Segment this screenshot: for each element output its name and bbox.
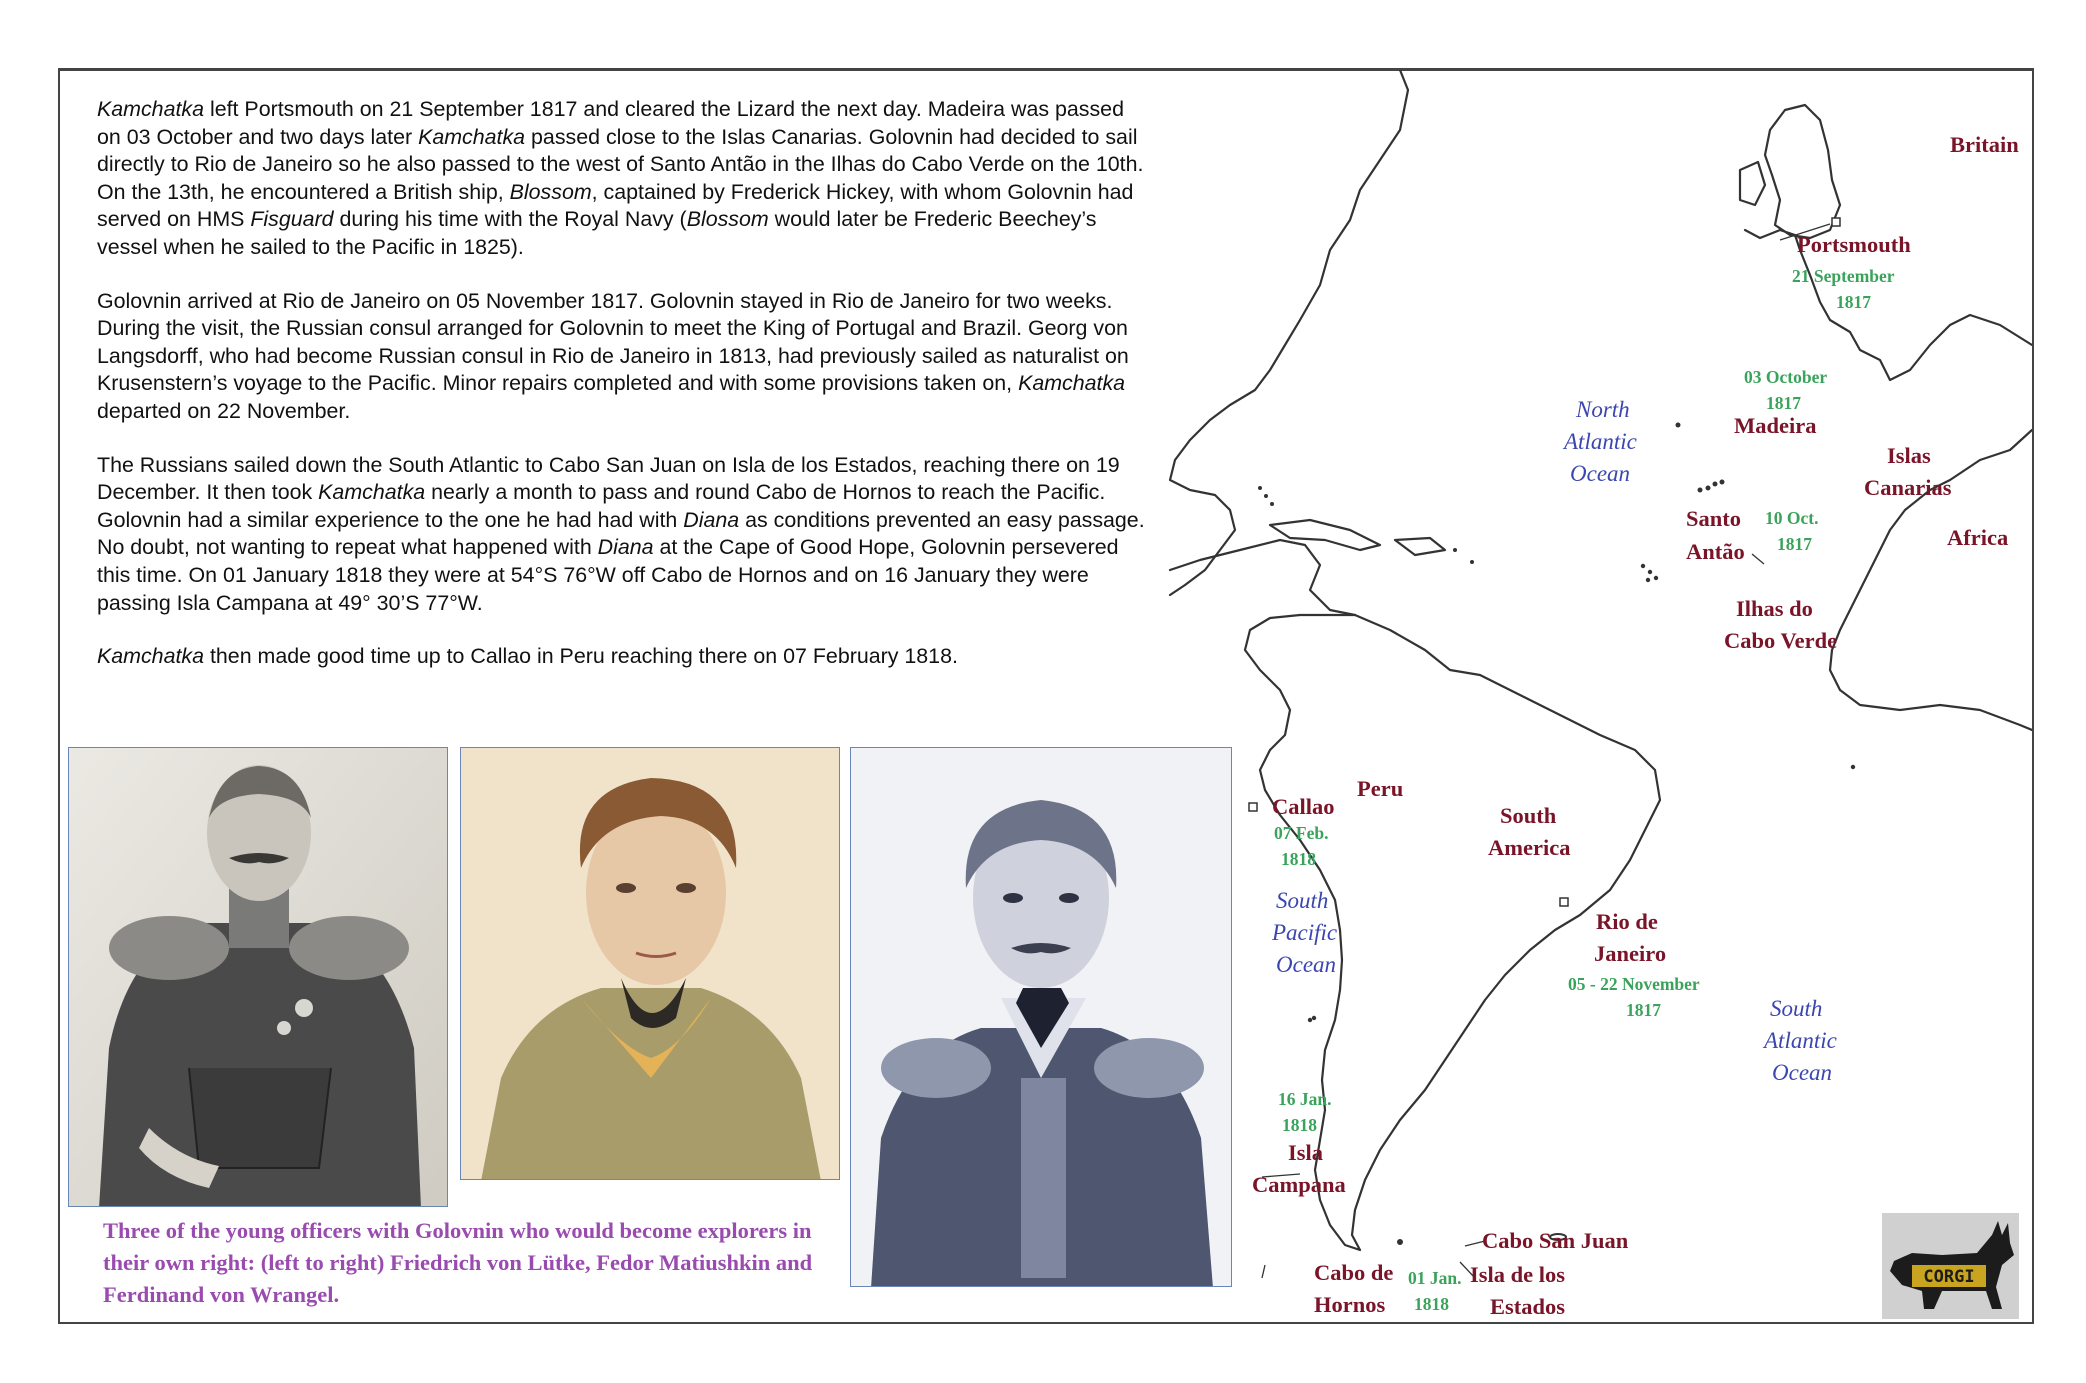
portsmouth-marker: [1832, 218, 1840, 226]
label-callao: Callao: [1272, 794, 1335, 819]
label-madeira: Madeira: [1734, 413, 1817, 438]
label-rio-1: Rio de: [1596, 909, 1658, 934]
date-cabo-hornos-2: 1818: [1414, 1294, 1449, 1314]
date-portsmouth-1: 21 September: [1792, 266, 1895, 286]
cuba: [1270, 520, 1380, 550]
paragraph-cape-horn: The Russians sailed down the South Atlantic to Cabo San Juan on Isla de los Estados, reaching there on 19 December. It then took Kamchatka nearly a month to pass and round Cabo de Hornos to reach the Pacific. Golovnin had a similar experience to the one he had had with Diana as conditions prevented an easy passage. No doubt, not wanting to repeat what happened with Diana at the Cape of Good Hope, Golovnin persevered this time. On 01 January 1818 they were at 54°S 76°W off Cabo de Hornos and on 16 January they were passing Isla Campana at 49° 30’S 77°W.: [97, 452, 1145, 615]
narrative-text: [97, 96, 1149, 671]
britain: [1765, 105, 1840, 238]
rio-marker: [1560, 898, 1568, 906]
date-rio-2: 1817: [1626, 1000, 1661, 1020]
date-santo-antao-1: 10 Oct.: [1765, 508, 1819, 528]
label-south-atlantic-2: Atlantic: [1764, 1028, 1837, 1053]
label-north-atlantic-1: North: [1576, 397, 1630, 422]
label-north-atlantic-3: Ocean: [1570, 461, 1631, 486]
portrait-lutke: [68, 747, 448, 1207]
label-cabo-hornos-1: Cabo de: [1314, 1260, 1394, 1285]
label-south-pacific-1: South: [1276, 888, 1329, 913]
label-isla-estados-2: Estados: [1490, 1294, 1566, 1319]
date-portsmouth-2: 1817: [1836, 292, 1871, 312]
label-cabo-verde-2: Cabo Verde: [1724, 628, 1838, 653]
label-santo-antao-1: Santo: [1686, 506, 1742, 531]
label-isla-campana-1: Isla: [1288, 1140, 1324, 1165]
label-isla-campana-2: Campana: [1252, 1172, 1346, 1197]
date-callao-2: 1818: [1281, 849, 1316, 869]
label-north-atlantic-2: Atlantic: [1564, 429, 1637, 454]
date-cabo-hornos-1: 01 Jan.: [1408, 1268, 1462, 1288]
portrait-caption: Three of the young officers with Golovnin who would become explorers in their own right: (left to right) Friedrich von Lütke, Fedor Matiushkin and Ferdinand von Wrangel.: [103, 1218, 813, 1307]
voyage-map: [1160, 70, 2032, 1322]
portrait-matiushkin: [460, 747, 840, 1180]
date-santo-antao-2: 1817: [1777, 534, 1812, 554]
label-islas-canarias-1: Islas: [1887, 443, 1931, 468]
date-rio-1: 05 - 22 November: [1568, 974, 1700, 994]
label-britain: Britain: [1950, 132, 2019, 157]
corgi-logo: [1882, 1213, 2019, 1319]
ireland: [1740, 162, 1765, 205]
label-santo-antao-2: Antão: [1686, 539, 1745, 564]
north-america-coast: [1170, 70, 1408, 595]
label-south-atlantic-1: South: [1770, 996, 1823, 1021]
date-callao-1: 07 Feb.: [1274, 823, 1329, 843]
date-isla-campana-1: 16 Jan.: [1278, 1089, 1332, 1109]
label-isla-estados-1: Isla de los: [1470, 1262, 1566, 1287]
paragraph-departure: Kamchatka left Portsmouth on 21 September 1817 and cleared the Lizard the next day. Madeira was passed on 03 October and two days later Kamchatka passed close to the Islas Canarias. Golovnin had decided to sail directly to Rio de Janeiro so he also passed to the west of Santo Antão in the Ilhas do Cabo Verde on the 10th. On the 13th, he encountered a British ship, Blossom, captained by Frederick Hickey, with whom Golovnin had served on HMS Fisguard during his time with the Royal Navy (Blossom would later be Frederic Beechey’s vessel when he sailed to the Pacific in 1825).: [97, 97, 1144, 259]
paragraph-callao: Kamchatka then made good time up to Callao in Peru reaching there on 07 February 1818.: [97, 644, 958, 669]
paragraph-rio: Golovnin arrived at Rio de Janeiro on 05 November 1817. Golovnin stayed in Rio de Janeiro for two weeks. During the visit, the Russian consul arranged for Golovnin to meet the King of Portugal and Brazil. Georg von Langsdorff, who had become Russian consul in Rio de Janeiro in 1813, had previously sailed as naturalist on Krusenstern’s voyage to the Pacific. Minor repairs completed and with some provisions taken on, Kamchatka departed on 22 November.: [97, 288, 1129, 423]
label-south-america-1: South: [1500, 803, 1557, 828]
date-madeira-2: 1817: [1766, 393, 1801, 413]
label-peru: Peru: [1357, 776, 1404, 801]
label-cabo-verde-1: Ilhas do: [1736, 596, 1813, 621]
label-south-atlantic-3: Ocean: [1772, 1060, 1833, 1085]
label-south-america-2: America: [1488, 835, 1571, 860]
gulf-coast: [1170, 540, 1355, 615]
label-south-pacific-3: Ocean: [1276, 952, 1337, 977]
label-rio-2: Janeiro: [1594, 941, 1667, 966]
label-portsmouth: Portsmouth: [1797, 232, 1911, 257]
date-madeira-1: 03 October: [1744, 367, 1828, 387]
label-africa: Africa: [1947, 525, 2009, 550]
label-cabo-hornos-2: Hornos: [1314, 1292, 1386, 1317]
label-islas-canarias-2: Canarias: [1864, 475, 1952, 500]
label-cabo-san-juan: Cabo San Juan: [1482, 1228, 1629, 1253]
label-south-pacific-2: Pacific: [1272, 920, 1338, 945]
logo-text: CORGI: [1923, 1267, 1975, 1287]
callao-marker: [1249, 803, 1257, 811]
hispaniola: [1395, 538, 1445, 555]
date-isla-campana-2: 1818: [1282, 1115, 1317, 1135]
